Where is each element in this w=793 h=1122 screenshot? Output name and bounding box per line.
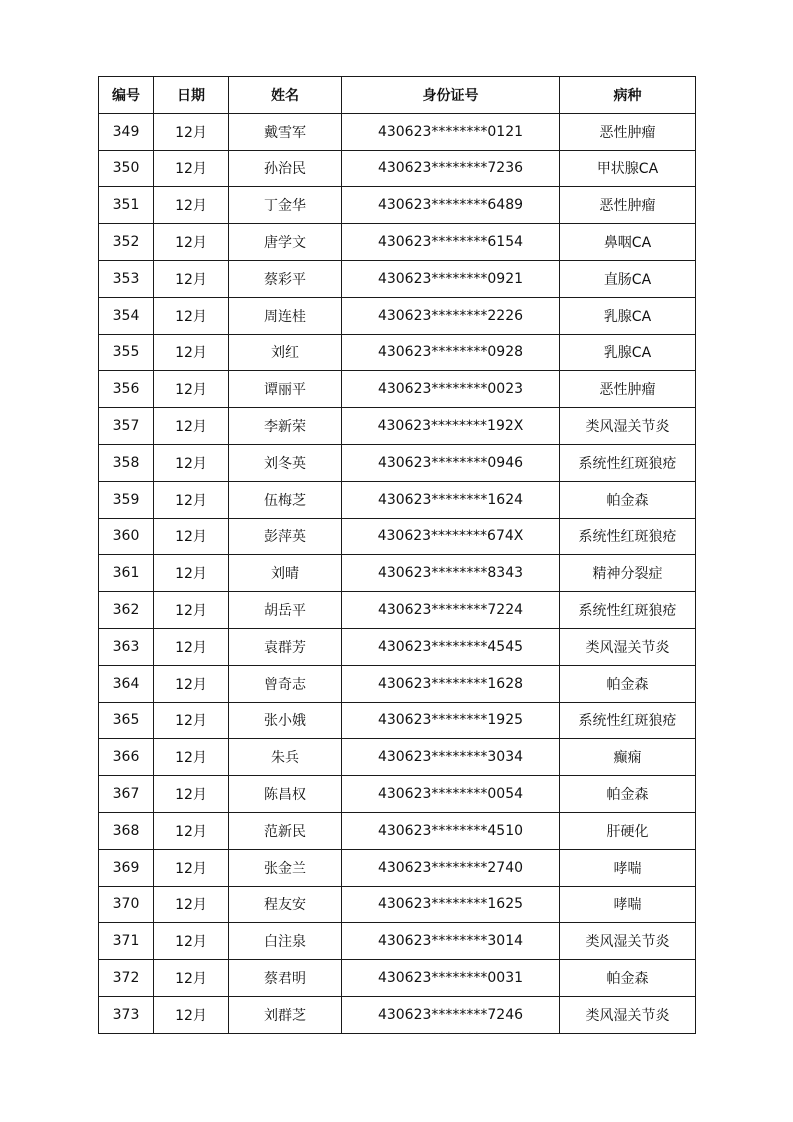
- table-row: [99, 665, 696, 702]
- cell-id-number: 430623********0121: [342, 113, 560, 150]
- cell-name: 张金兰: [229, 849, 342, 886]
- cell-date: 12月: [154, 518, 229, 555]
- cell-id-number: 430623********2740: [342, 849, 560, 886]
- cell-name: 孙治民: [229, 150, 342, 187]
- patient-table: [98, 76, 696, 1034]
- cell-name: 谭丽平: [229, 371, 342, 408]
- table-row: [99, 628, 696, 665]
- cell-disease: 乳腺CA: [560, 334, 696, 371]
- cell-date: 12月: [154, 923, 229, 960]
- column-header-name: 姓名: [229, 77, 342, 114]
- cell-name: 彭萍英: [229, 518, 342, 555]
- cell-date: 12月: [154, 481, 229, 518]
- cell-id-number: 430623********0946: [342, 444, 560, 481]
- cell-id-number: 430623********0054: [342, 776, 560, 813]
- cell-date: 12月: [154, 555, 229, 592]
- cell-disease: 系统性红斑狼疮: [560, 702, 696, 739]
- cell-number: 356: [99, 371, 154, 408]
- table-row: [99, 776, 696, 813]
- header-row: [99, 77, 696, 114]
- cell-number: 366: [99, 739, 154, 776]
- cell-name: 朱兵: [229, 739, 342, 776]
- cell-disease: 恶性肿瘤: [560, 371, 696, 408]
- cell-id-number: 430623********1925: [342, 702, 560, 739]
- cell-date: 12月: [154, 371, 229, 408]
- table-row: [99, 297, 696, 334]
- cell-id-number: 430623********0023: [342, 371, 560, 408]
- cell-name: 刘群芝: [229, 996, 342, 1033]
- cell-disease: 鼻咽CA: [560, 224, 696, 261]
- cell-name: 刘冬英: [229, 444, 342, 481]
- cell-date: 12月: [154, 260, 229, 297]
- cell-disease: 帕金森: [560, 665, 696, 702]
- table-row: [99, 886, 696, 923]
- cell-id-number: 430623********3034: [342, 739, 560, 776]
- cell-name: 丁金华: [229, 187, 342, 224]
- cell-disease: 恶性肿瘤: [560, 187, 696, 224]
- cell-disease: 恶性肿瘤: [560, 113, 696, 150]
- cell-date: 12月: [154, 960, 229, 997]
- cell-id-number: 430623********7236: [342, 150, 560, 187]
- cell-disease: 癫痫: [560, 739, 696, 776]
- cell-id-number: 430623********1625: [342, 886, 560, 923]
- cell-name: 刘红: [229, 334, 342, 371]
- cell-disease: 帕金森: [560, 481, 696, 518]
- cell-name: 唐学文: [229, 224, 342, 261]
- cell-date: 12月: [154, 408, 229, 445]
- table-row: [99, 444, 696, 481]
- cell-number: 365: [99, 702, 154, 739]
- cell-disease: 精神分裂症: [560, 555, 696, 592]
- cell-name: 伍梅芝: [229, 481, 342, 518]
- cell-id-number: 430623********4545: [342, 628, 560, 665]
- table-row: [99, 334, 696, 371]
- cell-number: 361: [99, 555, 154, 592]
- cell-date: 12月: [154, 150, 229, 187]
- table-row: [99, 113, 696, 150]
- cell-id-number: 430623********7246: [342, 996, 560, 1033]
- cell-date: 12月: [154, 187, 229, 224]
- cell-date: 12月: [154, 334, 229, 371]
- cell-number: 362: [99, 592, 154, 629]
- table-row: [99, 481, 696, 518]
- cell-number: 352: [99, 224, 154, 261]
- cell-date: 12月: [154, 996, 229, 1033]
- cell-date: 12月: [154, 849, 229, 886]
- cell-disease: 类风湿关节炎: [560, 923, 696, 960]
- cell-disease: 甲状腺CA: [560, 150, 696, 187]
- cell-number: 367: [99, 776, 154, 813]
- table-row: [99, 408, 696, 445]
- cell-number: 360: [99, 518, 154, 555]
- cell-name: 张小娥: [229, 702, 342, 739]
- cell-id-number: 430623********6154: [342, 224, 560, 261]
- cell-number: 349: [99, 113, 154, 150]
- cell-number: 354: [99, 297, 154, 334]
- table-row: [99, 555, 696, 592]
- cell-date: 12月: [154, 812, 229, 849]
- cell-id-number: 430623********674X: [342, 518, 560, 555]
- cell-name: 刘晴: [229, 555, 342, 592]
- cell-number: 351: [99, 187, 154, 224]
- table-row: [99, 518, 696, 555]
- table-row: [99, 702, 696, 739]
- cell-disease: 类风湿关节炎: [560, 996, 696, 1033]
- cell-disease: 哮喘: [560, 886, 696, 923]
- table-row: [99, 150, 696, 187]
- cell-id-number: 430623********0031: [342, 960, 560, 997]
- cell-id-number: 430623********0928: [342, 334, 560, 371]
- cell-name: 白注泉: [229, 923, 342, 960]
- cell-number: 368: [99, 812, 154, 849]
- table-row: [99, 960, 696, 997]
- cell-number: 355: [99, 334, 154, 371]
- cell-number: 364: [99, 665, 154, 702]
- cell-date: 12月: [154, 444, 229, 481]
- cell-name: 蔡君明: [229, 960, 342, 997]
- cell-name: 曾奇志: [229, 665, 342, 702]
- column-header-date: 日期: [154, 77, 229, 114]
- cell-disease: 类风湿关节炎: [560, 628, 696, 665]
- cell-date: 12月: [154, 776, 229, 813]
- cell-disease: 肝硬化: [560, 812, 696, 849]
- cell-disease: 类风湿关节炎: [560, 408, 696, 445]
- cell-id-number: 430623********3014: [342, 923, 560, 960]
- cell-number: 372: [99, 960, 154, 997]
- cell-name: 戴雪军: [229, 113, 342, 150]
- cell-number: 370: [99, 886, 154, 923]
- table-row: [99, 224, 696, 261]
- table-row: [99, 849, 696, 886]
- cell-date: 12月: [154, 665, 229, 702]
- cell-number: 363: [99, 628, 154, 665]
- cell-number: 369: [99, 849, 154, 886]
- cell-name: 胡岳平: [229, 592, 342, 629]
- cell-disease: 帕金森: [560, 960, 696, 997]
- table-row: [99, 371, 696, 408]
- cell-date: 12月: [154, 113, 229, 150]
- column-header-number: 编号: [99, 77, 154, 114]
- cell-name: 程友安: [229, 886, 342, 923]
- table-row: [99, 812, 696, 849]
- cell-id-number: 430623********192X: [342, 408, 560, 445]
- cell-date: 12月: [154, 702, 229, 739]
- table-header: [99, 77, 696, 114]
- cell-date: 12月: [154, 297, 229, 334]
- cell-date: 12月: [154, 886, 229, 923]
- column-header-disease: 病种: [560, 77, 696, 114]
- table-row: [99, 923, 696, 960]
- cell-number: 358: [99, 444, 154, 481]
- cell-date: 12月: [154, 739, 229, 776]
- cell-disease: 系统性红斑狼疮: [560, 444, 696, 481]
- cell-id-number: 430623********1624: [342, 481, 560, 518]
- cell-number: 371: [99, 923, 154, 960]
- cell-id-number: 430623********8343: [342, 555, 560, 592]
- cell-id-number: 430623********1628: [342, 665, 560, 702]
- table-row: [99, 592, 696, 629]
- cell-id-number: 430623********0921: [342, 260, 560, 297]
- cell-id-number: 430623********6489: [342, 187, 560, 224]
- cell-number: 350: [99, 150, 154, 187]
- cell-date: 12月: [154, 224, 229, 261]
- cell-date: 12月: [154, 592, 229, 629]
- cell-disease: 帕金森: [560, 776, 696, 813]
- cell-number: 373: [99, 996, 154, 1033]
- cell-name: 蔡彩平: [229, 260, 342, 297]
- cell-disease: 哮喘: [560, 849, 696, 886]
- cell-id-number: 430623********4510: [342, 812, 560, 849]
- cell-name: 周连桂: [229, 297, 342, 334]
- cell-id-number: 430623********2226: [342, 297, 560, 334]
- cell-disease: 乳腺CA: [560, 297, 696, 334]
- cell-name: 范新民: [229, 812, 342, 849]
- table-row: [99, 187, 696, 224]
- cell-id-number: 430623********7224: [342, 592, 560, 629]
- column-header-id-number: 身份证号: [342, 77, 560, 114]
- cell-number: 359: [99, 481, 154, 518]
- cell-name: 陈昌权: [229, 776, 342, 813]
- cell-number: 357: [99, 408, 154, 445]
- cell-date: 12月: [154, 628, 229, 665]
- table-body: [99, 113, 696, 1033]
- cell-name: 李新荣: [229, 408, 342, 445]
- table-row: [99, 260, 696, 297]
- cell-number: 353: [99, 260, 154, 297]
- cell-disease: 系统性红斑狼疮: [560, 592, 696, 629]
- table-row: [99, 739, 696, 776]
- table-row: [99, 996, 696, 1033]
- cell-name: 袁群芳: [229, 628, 342, 665]
- cell-disease: 直肠CA: [560, 260, 696, 297]
- cell-disease: 系统性红斑狼疮: [560, 518, 696, 555]
